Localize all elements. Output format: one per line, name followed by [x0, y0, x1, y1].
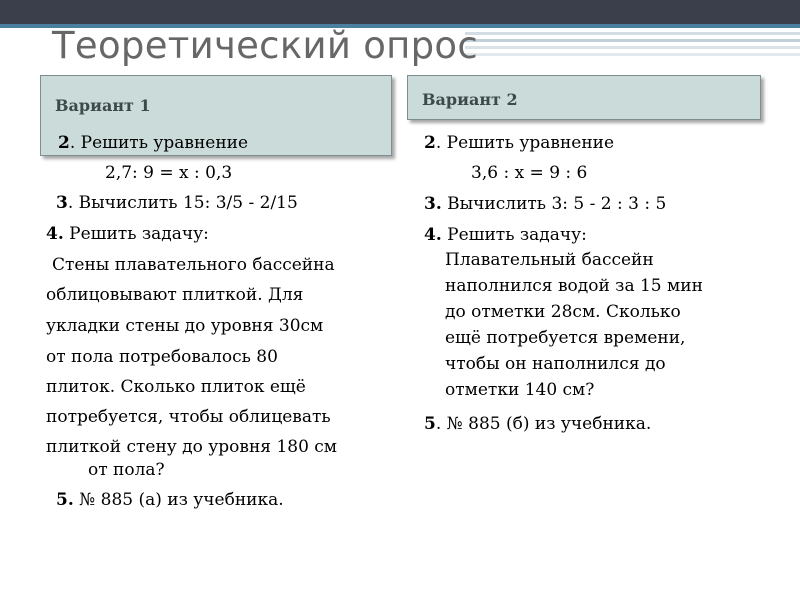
variant-1-line: 5. № 885 (а) из учебника. — [56, 490, 284, 510]
variant-1-header: Вариант 1 — [55, 96, 151, 115]
variant-1-line: Стены плавательного бассейна — [52, 255, 335, 275]
variant-2-header: Вариант 2 — [422, 90, 518, 109]
variant-2-line: ещё потребуется времени, — [445, 328, 686, 348]
slide-title: Теоретический опрос — [52, 24, 479, 67]
variant-2-line: 3,6 : х = 9 : 6 — [471, 163, 588, 183]
variant-1-line: укладки стены до уровня 30см — [46, 316, 324, 336]
variant-1-line: от пола потребовалось 80 — [46, 347, 278, 367]
variant-1-line: 4. Решить задачу: — [46, 224, 209, 244]
variant-1-line: плиткой стену до уровня 180 см — [46, 437, 338, 457]
title-decorative-stripes — [465, 32, 800, 58]
variant-1-line: плиток. Сколько плиток ещё — [46, 377, 306, 397]
variant-2-line: наполнился водой за 15 мин — [445, 276, 703, 296]
variant-1-line: облицовывают плиткой. Для — [46, 285, 304, 305]
variant-2-line: до отметки 28см. Сколько — [445, 302, 681, 322]
variant-1-line: потребуется, чтобы облицевать — [46, 407, 331, 427]
variant-2-line: 4. Решить задачу: — [424, 225, 587, 245]
variant-1-line: 2,7: 9 = х : 0,3 — [105, 163, 233, 183]
variant-2-line: 3. Вычислить 3: 5 - 2 : 3 : 5 — [424, 194, 667, 214]
variant-2-line: чтобы он наполнился до — [445, 354, 666, 374]
slide-top-bar — [0, 0, 800, 24]
variant-2-line: Плавательный бассейн — [445, 250, 654, 270]
variant-2-header-box — [407, 75, 761, 120]
variant-2-line: 5. № 885 (б) из учебника. — [424, 414, 652, 434]
variant-2-line: отметки 140 см? — [445, 380, 595, 400]
variant-1-line: 3. Вычислить 15: 3/5 - 2/15 — [56, 193, 298, 213]
variant-2-line: 2. Решить уравнение — [424, 133, 615, 153]
variant-1-line: от пола? — [88, 460, 165, 480]
variant-1-line: 2. Решить уравнение — [58, 133, 249, 153]
